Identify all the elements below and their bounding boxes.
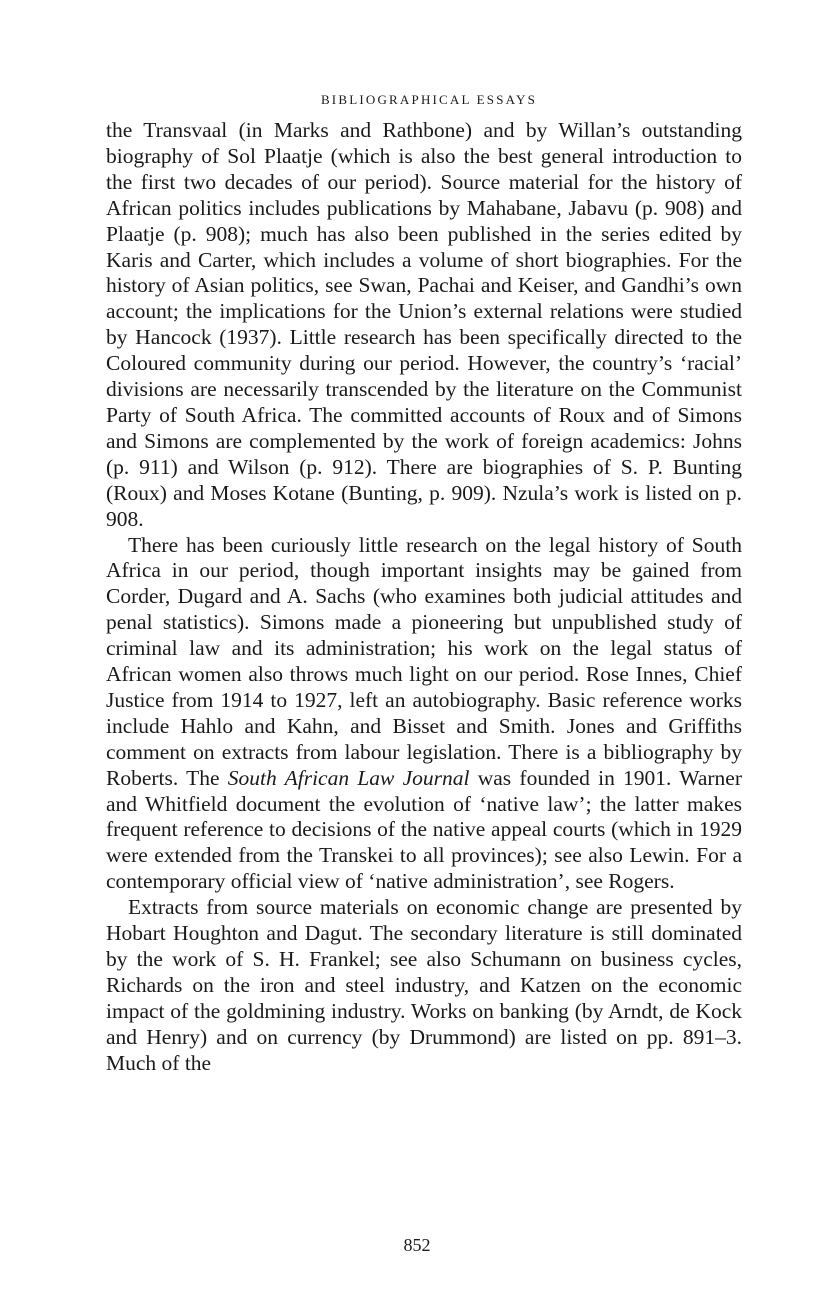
paragraph-text: There has been curiously little research on the legal history of South Africa in our period, though important insights may be gained from Corder, Dugard and A. Sachs (who examines both judicial attitudes and penal statistics). Simons made a pioneering but unpublished study of criminal law and its administration; his work on the legal status of African women also throws much light on our period. Rose Innes, Chief Justice from 1914 to 1927, left an autobiography. Basic reference works include Hahlo and Kahn, and Bisset and Smith. Jones and Griffiths comment on extracts from labour legislation. There is a bibliography by Roberts. The: [106, 532, 742, 790]
page-content: [106, 92, 742, 1077]
paragraph-continuation: the Transvaal (in Marks and Rathbone) and by Willan’s outstanding biography of Sol Plaatje (which is also the best general introduction to the first two decades of our period). Source material for the history of African politics includes publications by Mahabane, Jabavu (p. 908) and Plaatje (p. 908); much has also been published in the series edited by Karis and Carter, which includes a volume of short biographies. For the history of Asian politics, see Swan, Pachai and Keiser, and Gandhi’s own account; the implications for the Union’s external relations were studied by Hancock (1937). Little research has been specifically directed to the Coloured community during our period. However, the country’s ‘racial’ divisions are necessarily transcended by the literature on the Communist Party of South Africa. The committed accounts of Roux and of Simons and Simons are complemented by the work of foreign academics: Johns (p. 911) and Wilson (p. 912). There are biographies of S. P. Bunting (Roux) and Moses Kotane (Bunting, p. 909). Nzula’s work is listed on p. 908.: [106, 118, 742, 531]
paragraph-legal-history: [106, 533, 742, 896]
paragraph-text: was founded in 1901. Warner and Whitfield document the evolution of ‘native law’; the latter makes frequent reference to decisions of the native appeal courts (which in 1929 were extended from the Transkei to all provinces); see also Lewin. For a contemporary official view of ‘native administration’, see Rogers.: [106, 765, 743, 894]
page-number: 852: [403, 1235, 431, 1255]
running-head: BIBLIOGRAPHICAL ESSAYS: [320, 92, 538, 107]
paragraph-economic-change: Extracts from source materials on economic change are presented by Hobart Houghton and Dagut. The secondary literature is still dominated by the work of S. H. Frankel; see also Schumann on business cycles, Richards on the iron and steel industry, and Katzen on the economic impact of the goldmining industry. Works on banking (by Arndt, de Kock and Henry) and on currency (by Drummond) are listed on pp. 891–3. Much of the: [106, 895, 742, 1075]
body-text: [106, 118, 742, 1077]
journal-title: South African Law Journal: [227, 765, 470, 790]
